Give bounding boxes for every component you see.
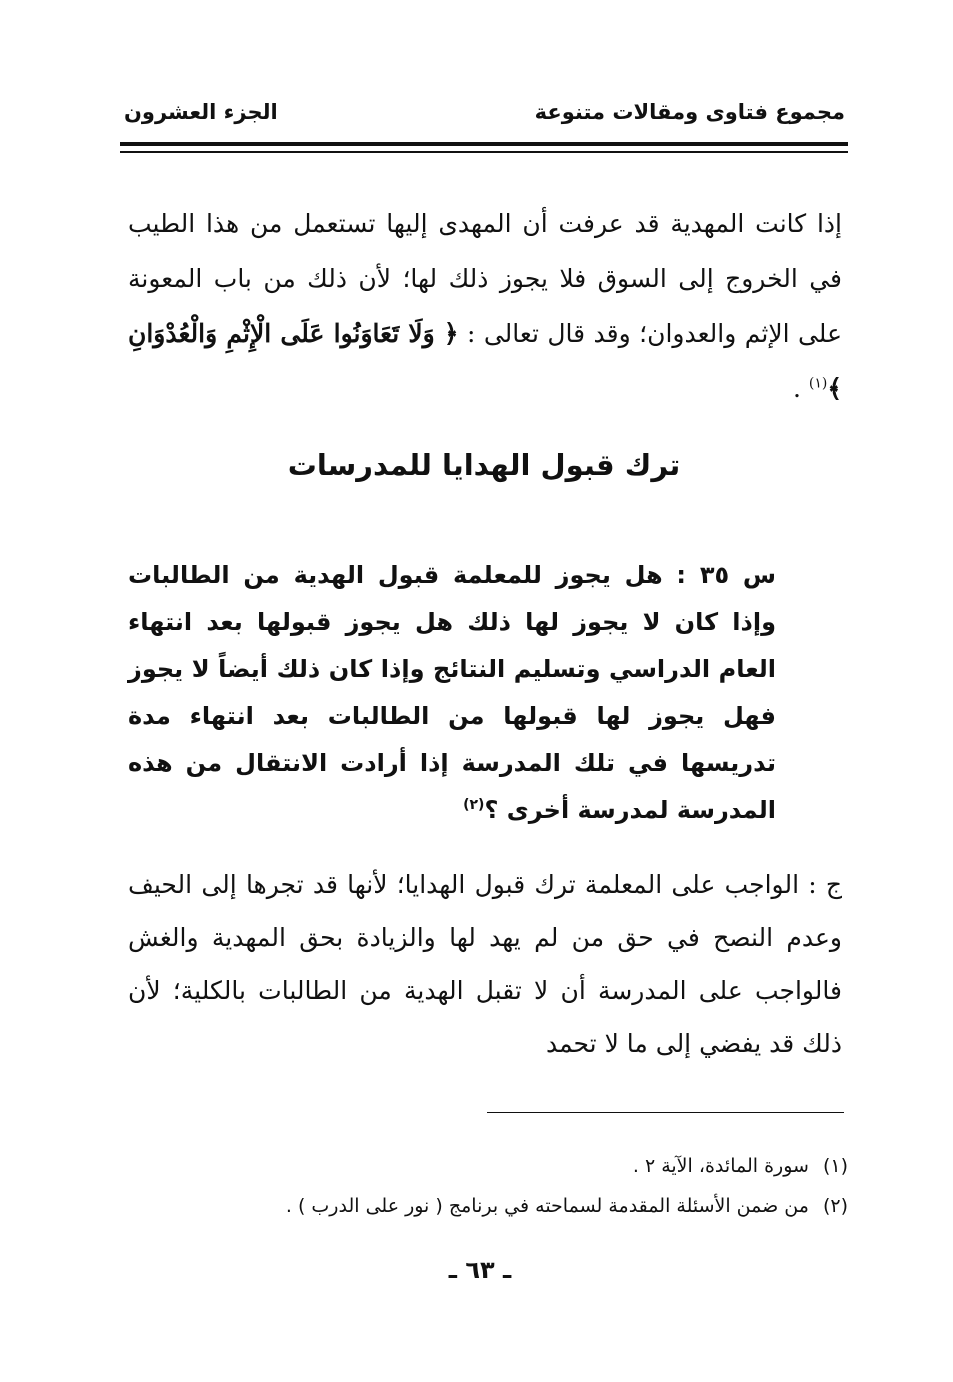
answer-text: ج : الواجب على المعلمة ترك قبول الهدايا؛ لأنها قد تجرها إلى الحيف وعدم النصح في حق من لم يهد لها والزيادة بحق المهدية والغش فالواجب على المدرسة أن لا تقبل الهدية من الطالبات بالكلية؛ لأن ذلك قد يفضي إلى ما لا تحمد bbox=[128, 870, 842, 1058]
paragraph-end: . bbox=[792, 374, 809, 403]
footnote-text: سورة المائدة، الآية ٢ . bbox=[632, 1155, 809, 1177]
section-title: ترك قبول الهدايا للمدرسات bbox=[287, 448, 681, 482]
footnote-ref-2: (٢) bbox=[463, 797, 485, 813]
footnote-ref-1: (١) bbox=[808, 375, 828, 392]
page-header bbox=[120, 92, 845, 132]
footnotes bbox=[120, 1146, 848, 1226]
volume-label: الجزء العشرون bbox=[124, 100, 278, 124]
paragraph-text: إذا كانت المهدية قد عرفت أن المهدى إليها تستعمل من هذا الطيب في الخروج إلى السوق فلا يجوز ذلك لها؛ لأن ذلك من باب المعونة على الإثم والعدوان؛ وقد قال تعالى : bbox=[128, 209, 842, 348]
footnote-text: من ضمن الأسئلة المقدمة لسماحته في برنامج ( نور على الدرب ) . bbox=[285, 1195, 809, 1217]
footnote-item bbox=[120, 1186, 848, 1226]
header-rule-thin bbox=[120, 151, 848, 153]
footnote-item bbox=[120, 1146, 848, 1186]
question-text: س ٣٥ : هل يجوز للمعلمة قبول الهدية من الطالبات وإذا كان لا يجوز لها ذلك هل يجوز قبولها بعد انتهاء العام الدراسي وتسليم النتائج وإذا كان ذلك أيضاً لا يجوز فهل يجوز لها قبولها من الطالبات بعد انتهاء مدة تدريسها في تلك المدرسة إذا أرادت الانتقال من هذه المدرسة لمدرسة أخرى ؟ bbox=[128, 561, 776, 824]
quran-verse: ﴿ وَلَا تَعَاوَنُوا عَلَى الْإِثْمِ وَالْعُدْوَانِ ﴾ bbox=[128, 319, 842, 403]
footnote-number: (٢) bbox=[822, 1195, 848, 1217]
question-block bbox=[128, 552, 776, 834]
footnote-separator bbox=[487, 1112, 844, 1113]
page-number: ـ ٦٣ ـ bbox=[448, 1256, 512, 1284]
answer-block bbox=[128, 858, 842, 1070]
opening-paragraph bbox=[128, 196, 842, 416]
book-title: مجموع فتاوى ومقالات متنوعة bbox=[534, 100, 845, 124]
footnote-number: (١) bbox=[822, 1155, 848, 1177]
header-rule-thick bbox=[120, 142, 848, 146]
